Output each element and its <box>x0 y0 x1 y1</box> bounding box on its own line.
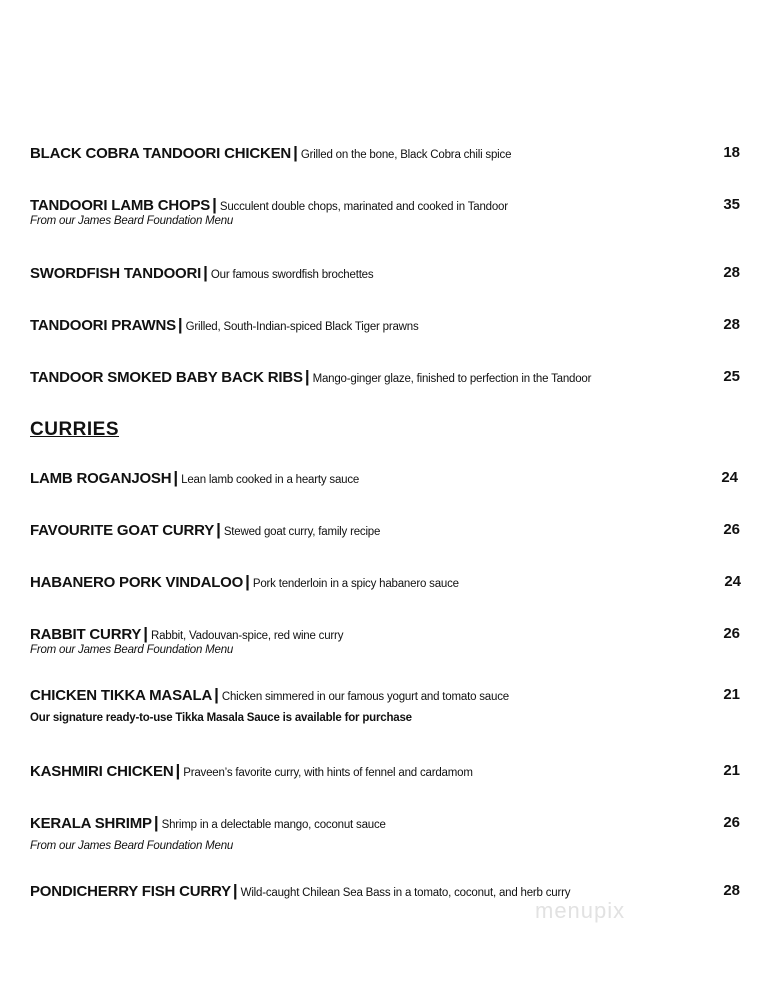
item-price: 25 <box>723 368 740 385</box>
separator: | <box>212 195 217 214</box>
item-price: 28 <box>723 316 740 333</box>
menu-item <box>30 315 740 335</box>
menu-item <box>30 367 740 387</box>
item-name: LAMB ROGANJOSH <box>30 470 172 487</box>
item-name: RABBIT CURRY <box>30 626 142 643</box>
separator: | <box>153 813 159 832</box>
item-price: 24 <box>724 573 741 590</box>
item-price: 26 <box>723 814 740 831</box>
item-description: Wild-caught Chilean Sea Bass in a tomato, coconut, and herb curry <box>240 887 571 899</box>
item-description: Rabbit, Vadouvan-spice, red wine curry <box>150 630 344 642</box>
separator: | <box>173 468 179 487</box>
item-name: PONDICHERRY FISH CURRY <box>30 883 231 900</box>
menu-item <box>30 813 740 833</box>
item-description: Pork tenderloin in a spicy habanero sauce <box>252 578 459 590</box>
item-name: KERALA SHRIMP <box>30 815 152 832</box>
item-price: 35 <box>723 196 740 213</box>
menu-item <box>30 468 740 488</box>
separator: | <box>177 315 183 334</box>
item-name: TANDOORI LAMB CHOPS <box>30 197 211 214</box>
item-description: Mango-ginger glaze, finished to perfection in the Tandoor <box>312 373 592 385</box>
item-description: Succulent double chops, marinated and cooked in Tandoor <box>219 201 508 213</box>
item-note: Our signature ready-to-use Tikka Masala Sauce is available for purchase <box>30 712 412 724</box>
item-note: From our James Beard Foundation Menu <box>30 215 234 227</box>
item-name: KASHMIRI CHICKEN <box>30 763 174 780</box>
item-description: Grilled, South-Indian-spiced Black Tiger prawns <box>185 321 419 333</box>
separator: | <box>293 143 298 162</box>
item-description: Shrimp in a delectable mango, coconut sauce <box>161 819 386 831</box>
menu-item <box>30 520 740 540</box>
item-name: TANDOORI PRAWNS <box>30 317 176 334</box>
menu-item <box>30 624 740 644</box>
item-name: BLACK COBRA TANDOORI CHICKEN <box>30 145 292 162</box>
menu-item <box>30 761 740 781</box>
item-note: From our James Beard Foundation Menu <box>30 644 234 656</box>
item-price: 28 <box>723 264 740 281</box>
menu-item <box>30 195 740 215</box>
item-name: SWORDFISH TANDOORI <box>30 265 202 282</box>
separator: | <box>232 881 238 900</box>
item-name: FAVOURITE GOAT CURRY <box>30 522 215 539</box>
separator: | <box>216 520 221 539</box>
separator: | <box>175 761 181 780</box>
item-price: 21 <box>723 762 740 779</box>
menu-item <box>30 881 740 901</box>
watermark-logo: menupix <box>535 898 626 923</box>
item-price: 18 <box>723 144 740 161</box>
item-description: Grilled on the bone, Black Cobra chili spice <box>300 149 512 161</box>
menu-item <box>30 685 740 705</box>
section-heading-curries: CURRIES <box>30 419 120 440</box>
item-description: Our famous swordfish brochettes <box>210 269 374 281</box>
item-description: Lean lamb cooked in a hearty sauce <box>181 474 360 486</box>
menu-item <box>30 263 740 283</box>
separator: | <box>143 624 148 643</box>
item-price: 21 <box>723 686 740 703</box>
separator: | <box>245 572 250 591</box>
item-name: TANDOOR SMOKED BABY BACK RIBS <box>30 369 303 386</box>
item-name: CHICKEN TIKKA MASALA <box>30 687 213 704</box>
item-price: 28 <box>723 882 740 899</box>
item-price: 26 <box>723 625 740 642</box>
menu-item <box>30 143 740 163</box>
item-price: 26 <box>723 521 740 538</box>
separator: | <box>203 263 208 282</box>
separator: | <box>304 367 310 386</box>
item-description: Stewed goat curry, family recipe <box>223 526 381 538</box>
item-description: Praveen’s favorite curry, with hints of fennel and cardamom <box>183 767 473 779</box>
item-note: From our James Beard Foundation Menu <box>30 840 234 852</box>
item-name: HABANERO PORK VINDALOO <box>30 574 244 591</box>
item-price: 24 <box>721 469 738 486</box>
item-description: Chicken simmered in our famous yogurt and tomato sauce <box>221 691 509 703</box>
separator: | <box>214 685 219 704</box>
menu-item <box>30 572 740 592</box>
